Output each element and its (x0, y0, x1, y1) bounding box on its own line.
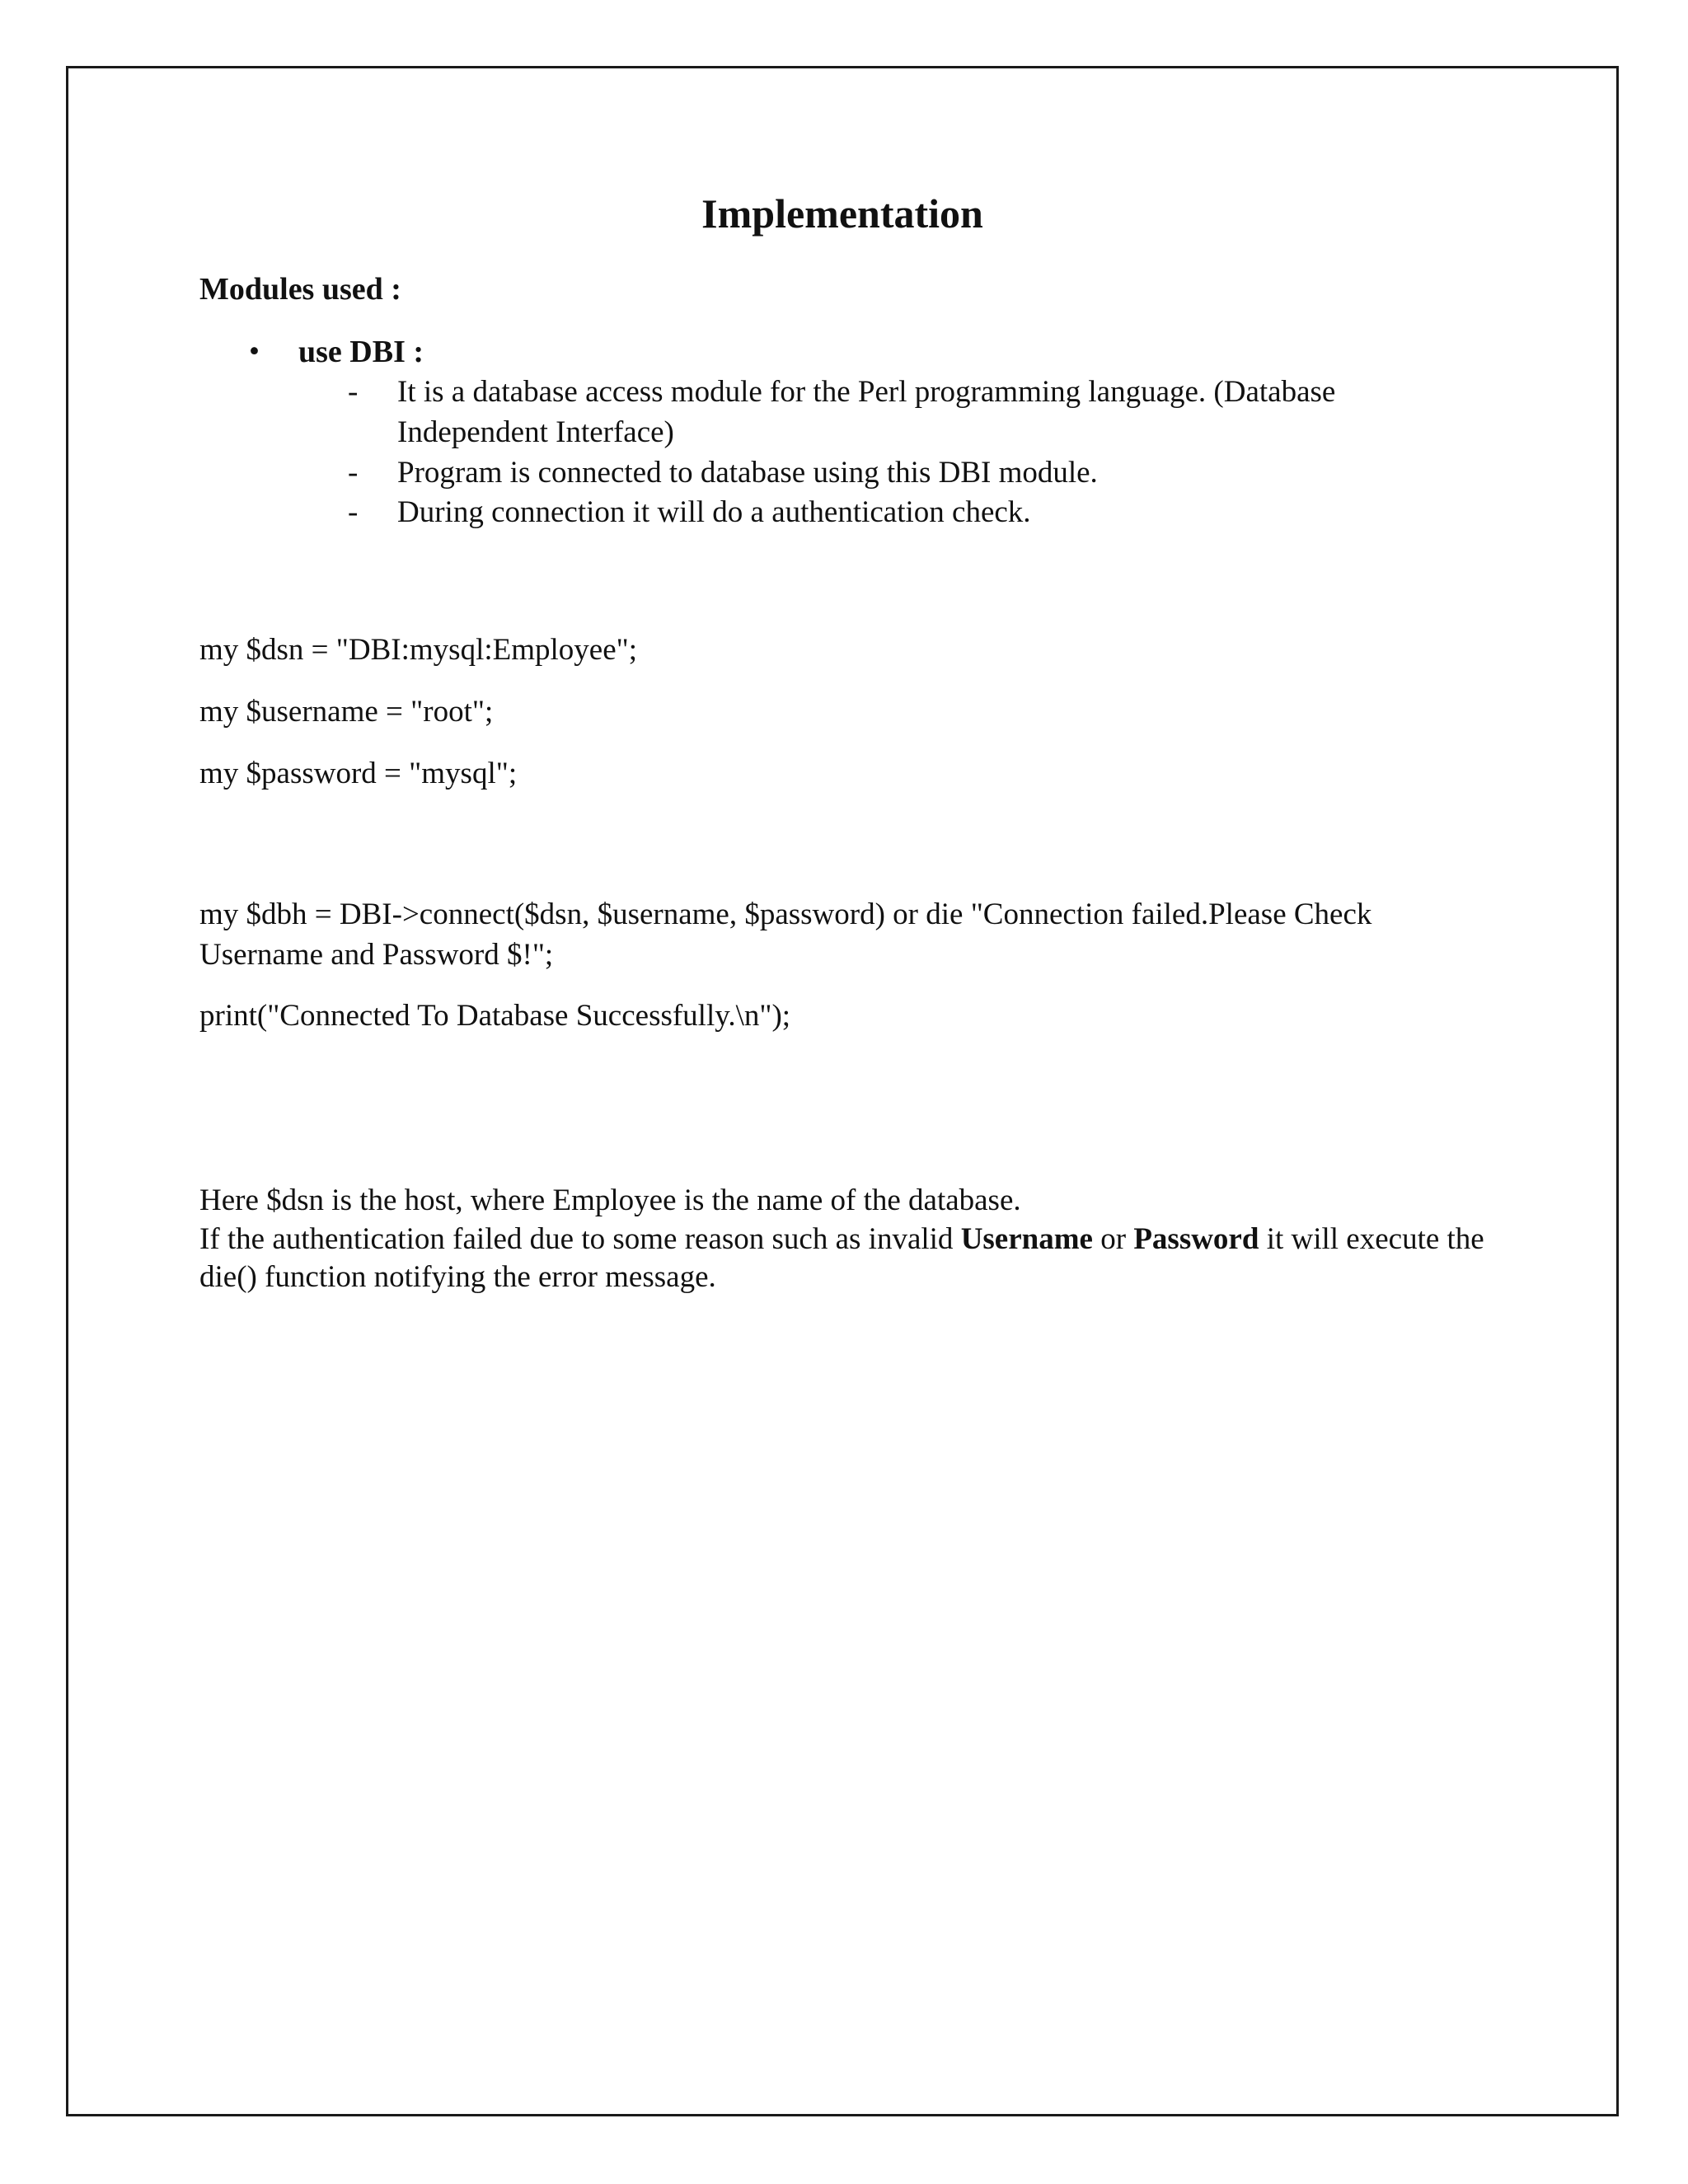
code-line-print: print("Connected To Database Successfully.\n"); (199, 999, 791, 1033)
code-block-credentials (199, 630, 1485, 794)
description-item (298, 373, 1485, 453)
description-text: It is a database access module for the Perl programming language. (Database Independent Interface) (397, 374, 1336, 449)
dash-icon: - (348, 374, 359, 409)
note-password-bold: Password (1133, 1221, 1259, 1256)
module-item-dbi (199, 332, 1485, 534)
note-text: If the authentication failed due to some reason such as invalid (199, 1221, 961, 1256)
page-title: Implementation (701, 190, 983, 237)
spacer (199, 816, 1485, 895)
explanation-notes (199, 1182, 1485, 1296)
code-line-username: my $username = "root"; (199, 695, 494, 729)
dash-icon: - (348, 495, 359, 530)
spacer (199, 1058, 1485, 1182)
modules-heading: Modules used : (199, 272, 401, 307)
dash-icon: - (348, 455, 359, 490)
module-description-list (298, 373, 1485, 533)
note-text: or (1092, 1221, 1134, 1256)
code-line-password: my $password = "mysql"; (199, 756, 518, 790)
code-line-dsn: my $dsn = "DBI:mysql:Employee"; (199, 633, 638, 668)
code-block-connect (199, 895, 1485, 1037)
note-line-host: Here $dsn is the host, where Employee is the name of the database. (199, 1183, 1021, 1218)
modules-list (199, 332, 1485, 534)
description-text: Program is connected to database using this DBI module. (397, 455, 1098, 490)
module-title: use DBI : (298, 334, 424, 369)
note-text: it will execute the die() function notifying the error message. (199, 1221, 1484, 1294)
description-item (298, 453, 1485, 494)
note-line-auth (199, 1221, 1485, 1297)
description-text: During connection it will do a authentication check. (397, 495, 1031, 530)
bullet-icon: • (249, 334, 260, 368)
code-line-connect: my $dbh = DBI->connect($dsn, $username, $password) or die "Connection failed.Please Check Username and Password $!"; (199, 897, 1372, 972)
document-content (199, 191, 1485, 1296)
note-username-bold: Username (960, 1221, 1093, 1256)
description-item (298, 493, 1485, 533)
